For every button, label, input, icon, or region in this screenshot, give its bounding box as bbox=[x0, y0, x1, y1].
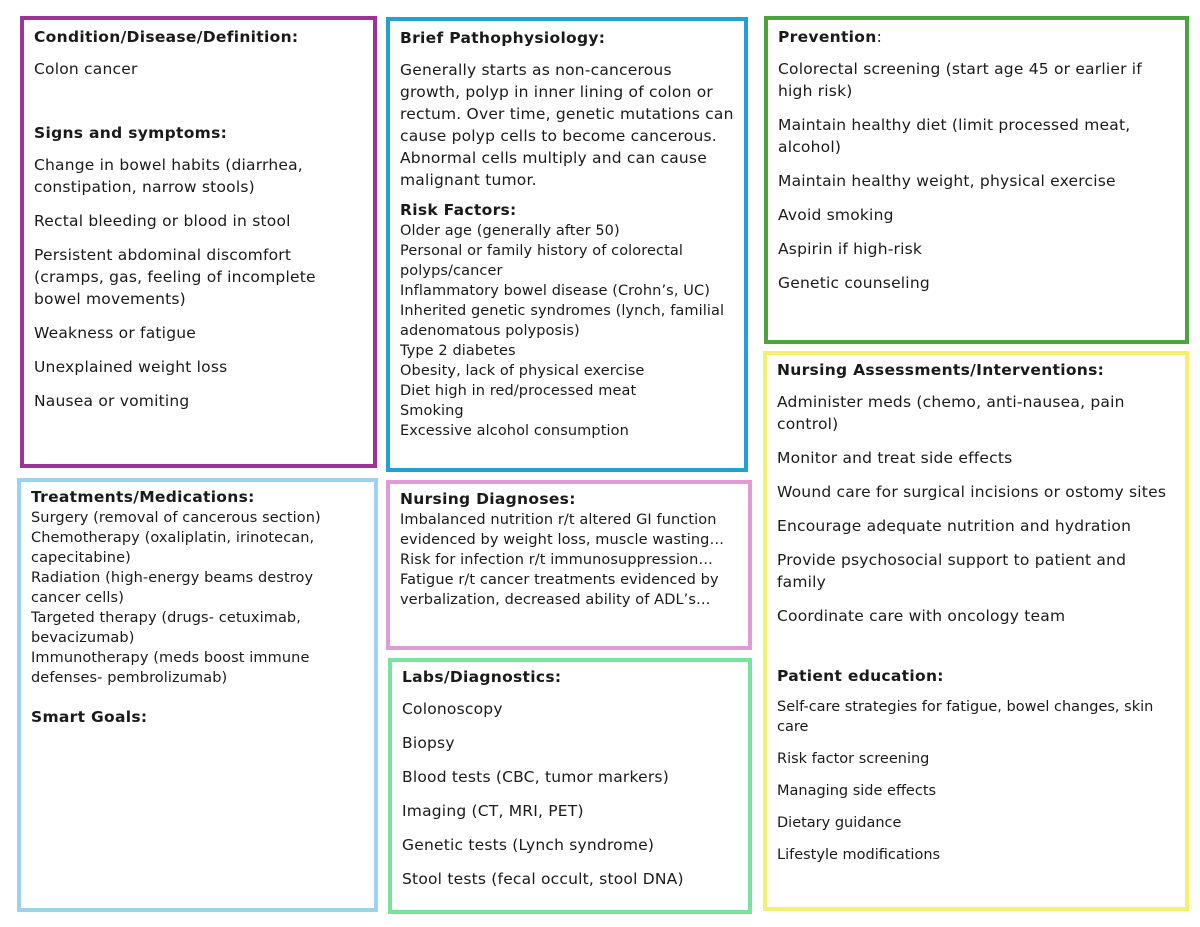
diagnosis-item: Imbalanced nutrition r/t altered GI function evidenced by weight loss, muscle wasting… bbox=[400, 512, 725, 548]
lab-item: Imaging (CT, MRI, PET) bbox=[402, 802, 584, 820]
labs-box bbox=[388, 658, 752, 914]
nursing-item: Monitor and treat side effects bbox=[777, 449, 1013, 467]
diagnoses-box bbox=[386, 480, 752, 650]
prevention-item: Colorectal screening (start age 45 or earlier if high risk) bbox=[778, 60, 1142, 100]
prevention-title bbox=[778, 28, 1175, 46]
education-item: Managing side effects bbox=[777, 783, 937, 799]
lab-item: Blood tests (CBC, tumor markers) bbox=[402, 768, 669, 786]
risk-item: Type 2 diabetes bbox=[400, 343, 516, 359]
risk-item: Diet high in red/processed meat bbox=[400, 383, 637, 399]
education-item: Risk factor screening bbox=[777, 751, 930, 767]
patho-title: Brief Pathophysiology: bbox=[400, 29, 606, 47]
treatment-item: Chemotherapy (oxaliplatin, irinotecan, capecitabine) bbox=[31, 530, 315, 566]
nursing-item: Coordinate care with oncology team bbox=[777, 607, 1066, 625]
education-title: Patient education: bbox=[777, 667, 944, 685]
risk-item: Inherited genetic syndromes (lynch, familial adenomatous polyposis) bbox=[400, 303, 725, 339]
risk-item: Inflammatory bowel disease (Crohn’s, UC) bbox=[400, 283, 710, 299]
prevention-item: Maintain healthy diet (limit processed meat, alcohol) bbox=[778, 116, 1131, 156]
risk-item: Excessive alcohol consumption bbox=[400, 423, 629, 439]
lab-item: Stool tests (fecal occult, stool DNA) bbox=[402, 870, 684, 888]
nursing-box bbox=[763, 351, 1189, 911]
sign-item: Rectal bleeding or blood in stool bbox=[34, 212, 291, 230]
lab-item: Genetic tests (Lynch syndrome) bbox=[402, 836, 655, 854]
treatment-item: Immunotherapy (meds boost immune defenses- pembrolizumab) bbox=[31, 650, 310, 686]
prevention-item: Avoid smoking bbox=[778, 206, 894, 224]
diagnoses-title: Nursing Diagnoses: bbox=[400, 490, 576, 508]
risk-item: Personal or family history of colorectal polyps/cancer bbox=[400, 243, 683, 279]
sign-item: Persistent abdominal discomfort (cramps, gas, feeling of incomplete bowel movements) bbox=[34, 246, 316, 308]
nursing-item: Administer meds (chemo, anti-nausea, pain control) bbox=[777, 393, 1125, 433]
labs-title: Labs/Diagnostics: bbox=[402, 668, 562, 686]
nursing-item: Provide psychosocial support to patient and family bbox=[777, 551, 1127, 591]
signs-title: Signs and symptoms: bbox=[34, 124, 228, 142]
condition-box bbox=[20, 16, 377, 468]
nursing-item: Wound care for surgical incisions or ostomy sites bbox=[777, 483, 1167, 501]
lab-item: Colonoscopy bbox=[402, 700, 503, 718]
sign-item: Weakness or fatigue bbox=[34, 324, 196, 342]
prevention-item: Maintain healthy weight, physical exercise bbox=[778, 172, 1116, 190]
treatment-item: Radiation (high-energy beams destroy cancer cells) bbox=[31, 570, 314, 606]
risk-title: Risk Factors: bbox=[400, 201, 517, 219]
smart-goals-title: Smart Goals: bbox=[31, 708, 148, 726]
treatments-box bbox=[17, 478, 378, 912]
prevention-item: Genetic counseling bbox=[778, 274, 930, 292]
treatments-title: Treatments/Medications: bbox=[31, 488, 255, 506]
sign-item: Change in bowel habits (diarrhea, constipation, narrow stools) bbox=[34, 156, 303, 196]
sign-item: Unexplained weight loss bbox=[34, 358, 228, 376]
risk-item: Older age (generally after 50) bbox=[400, 223, 620, 239]
prevention-item: Aspirin if high-risk bbox=[778, 240, 923, 258]
education-item: Dietary guidance bbox=[777, 815, 902, 831]
condition-value: Colon cancer bbox=[34, 60, 138, 78]
treatment-item: Targeted therapy (drugs- cetuximab, bevacizumab) bbox=[31, 610, 301, 646]
condition-title: Condition/Disease/Definition: bbox=[34, 28, 299, 46]
diagnosis-item: Risk for infection r/t immunosuppression… bbox=[400, 552, 713, 568]
treatment-item: Surgery (removal of cancerous section) bbox=[31, 510, 321, 526]
sign-item: Nausea or vomiting bbox=[34, 392, 190, 410]
pathophysiology-box bbox=[386, 17, 748, 472]
lab-item: Biopsy bbox=[402, 734, 455, 752]
education-item: Lifestyle modifications bbox=[777, 847, 941, 863]
prevention-title-colon: : bbox=[876, 28, 883, 46]
diagnosis-item: Fatigue r/t cancer treatments evidenced by verbalization, decreased ability of ADL’s… bbox=[400, 572, 719, 608]
risk-item: Obesity, lack of physical exercise bbox=[400, 363, 645, 379]
patho-text: Generally starts as non-cancerous growth, polyp in inner lining of colon or rectum. Over time, genetic mutations can cause polyp cells to become cancerous. Abnormal cells multiply and can cause malignant tumor. bbox=[400, 61, 734, 189]
prevention-title-text: Prevention bbox=[778, 28, 877, 46]
risk-item: Smoking bbox=[400, 403, 464, 419]
education-item: Self-care strategies for fatigue, bowel changes, skin care bbox=[777, 699, 1154, 735]
prevention-box bbox=[764, 16, 1189, 344]
nursing-title: Nursing Assessments/Interventions: bbox=[777, 361, 1105, 379]
nursing-item: Encourage adequate nutrition and hydration bbox=[777, 517, 1132, 535]
